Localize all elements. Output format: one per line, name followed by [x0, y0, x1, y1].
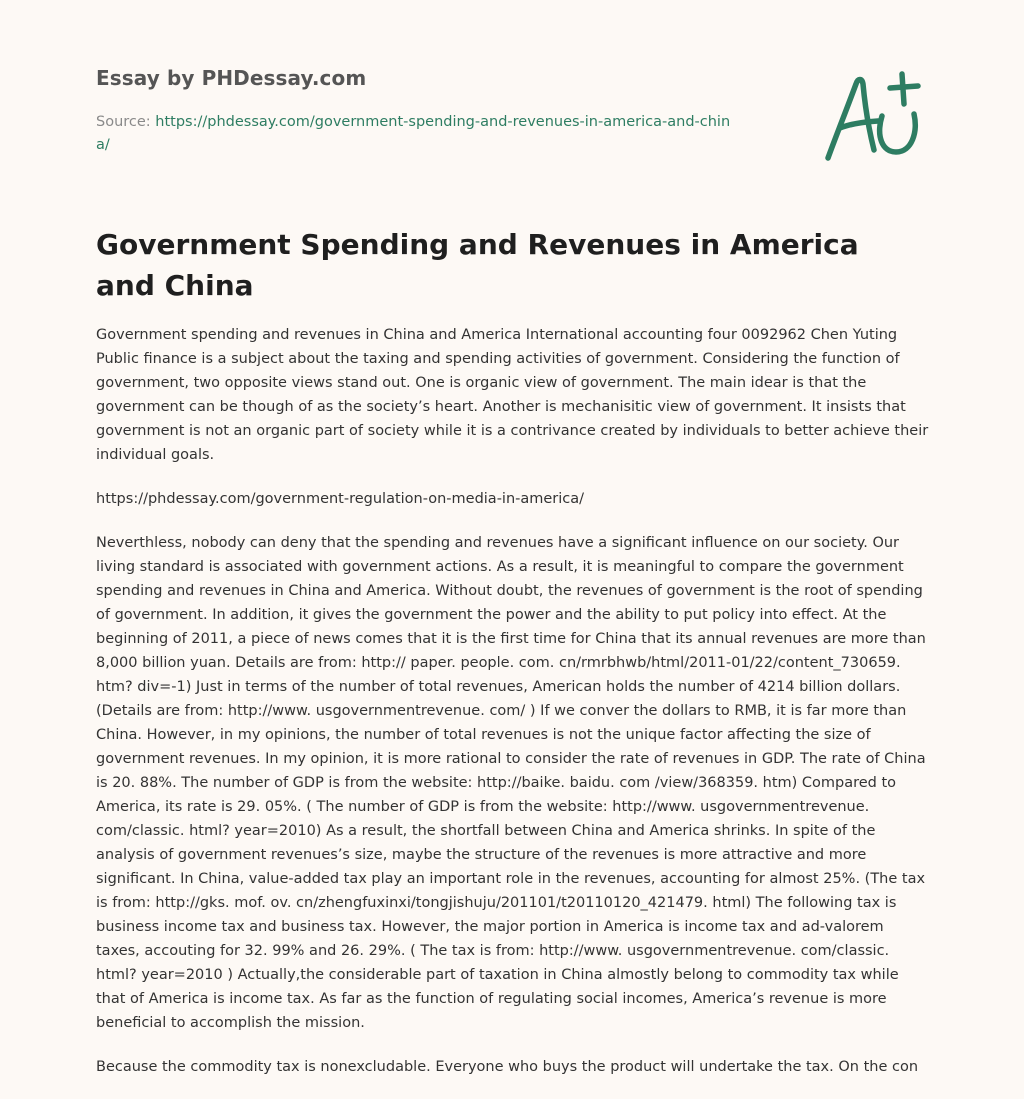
a-plus-grade-icon: [818, 66, 928, 166]
essay-content: [96, 323, 932, 1099]
source-line: [96, 111, 736, 157]
site-header: [96, 0, 932, 200]
essay-paragraph-3: Because the commodity tax is nonexcludable. Everyone who buys the product will undertake the tax. On the con: [96, 1059, 919, 1075]
page: [96, 0, 932, 1075]
essay-title: Government Spending and Revenues in America and China: [96, 228, 859, 302]
essay-paragraph-1: Government spending and revenues in China and America International accounting four 0092962 Chen Yuting Public finance is a subject about the taxing and spending activities of government. Considering the function of government, two opposite views stand out. One is organic view of government. The main idear is that the government can be though of as the society’s heart. Another is mechanisitic view of government. It insists that government is not an organic part of society while it is a contrivance created by individuals to better achieve their individual goals.: [96, 327, 929, 463]
source-label: Source:: [96, 114, 151, 130]
related-link[interactable]: https://phdessay.com/government-regulation-on-media-in-america/: [96, 491, 585, 507]
source-link[interactable]: https://phdessay.com/government-spending-and-revenues-in-america-and-china/: [96, 114, 731, 153]
essay-paragraph-2: Neverthless, nobody can deny that the spending and revenues have a significant influence on our society. Our living standard is associated with government actions. As a result, it is meaningful to compare the government spending and revenues in China and America. Without doubt, the revenues of government is the root of spending of government. In addition, it gives the government the power and the ability to put policy into effect. At the beginning of 2011, a piece of news comes that it is the first time for China that its annual revenues are more than 8,000 billion yuan. Details are from: http:// paper. people. com. cn/rmrbhwb/html/2011-01/22/content_730659. htm? div=-1) Just in terms of the number of total revenues, American holds the number of 4214 billion dollars. (Details are from: http://www. usgovernmentrevenue. com/ ) If we conver the dollars to RMB, it is far more than China. However, in my opinions, the number of total revenues is not the unique factor affecting the size of government revenues. In my opinion, it is more rational to consider the rate of revenues in GDP. The rate of China is 20. 88%. The number of GDP is from the website: http://baike. baidu. com /view/368359. htm) Compared to America, its rate is 29. 05%. ( The number of GDP is from the website: http://www. usgovernmentrevenue. com/classic. html? year=2010) As a result, the shortfall between China and America shrinks. In spite of the analysis of government revenues’s size, maybe the structure of the revenues is more attractive and more significant. In China, value-added tax play an important role in the revenues, accounting for almost 25%. (The tax is from: http://gks. mof. ov. cn/zhengfuxinxi/tongjishuju/201101/t20110120_421479. html) The following tax is business income tax and business tax. However, the major portion in America is income tax and ad-valorem taxes, accouting for 32. 99% and 26. 29%. ( The tax is from: http://www. usgovernmentrevenue. com/classic. html? year=2010 ) Actually,the considerable part of taxation in China almostly belong to commodity tax while that of America is income tax. As far as the function of regulating social incomes, America’s revenue is more beneficial to accomplish the mission.: [96, 535, 926, 1031]
brand-title: Essay by PHDessay.com: [96, 66, 367, 90]
